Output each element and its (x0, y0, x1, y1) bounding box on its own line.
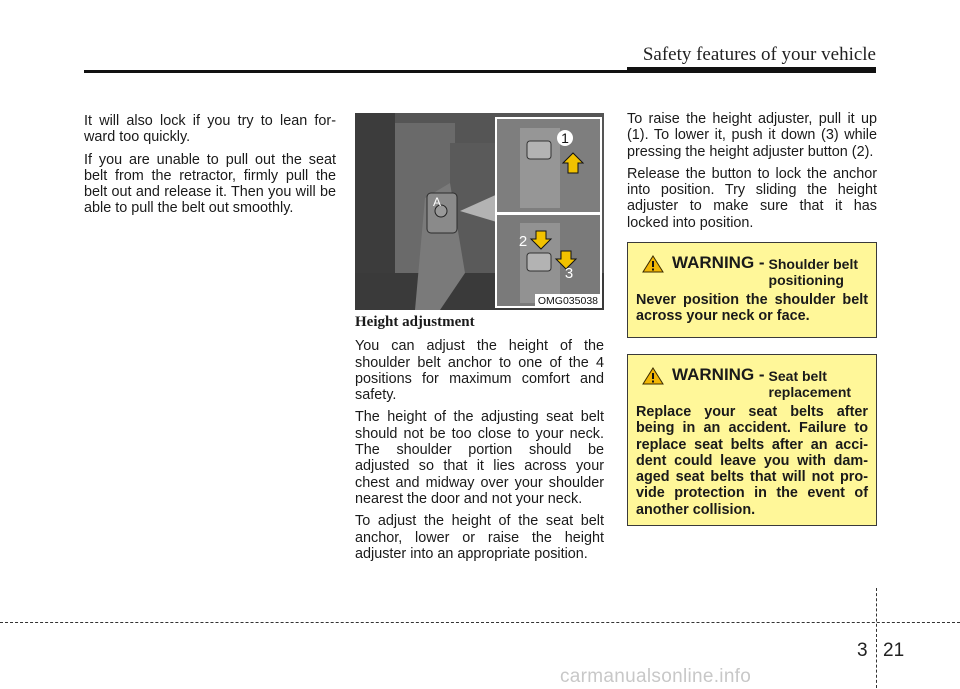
figure-label-1: 1 (561, 130, 569, 146)
footer-divider (876, 588, 877, 688)
paragraph: It will also lock if you try to lean for-ward too quickly. (84, 113, 336, 146)
page-number: 21 (883, 640, 905, 661)
section-heading: Height adjustment (355, 314, 475, 330)
paragraph: Release the button to lock the anchor into position. Try sliding the height adjuster to make sure that it has locked into position. (627, 165, 877, 231)
seat-belt-figure (355, 113, 604, 310)
watermark: carmanualsonline.info (560, 666, 752, 687)
warning-text: Never position the shoulder belt across your neck or face. (636, 292, 868, 325)
header-rule-accent (627, 67, 876, 73)
left-column (84, 113, 336, 223)
warning-label: WARNING - (672, 365, 765, 384)
figure-label-2: 2 (518, 233, 528, 250)
warning-header (642, 253, 868, 288)
middle-column (355, 314, 604, 568)
warning-topic: Seat belt replacement (768, 368, 852, 400)
footer-rule (0, 622, 960, 623)
figure-code: OMG035038 (535, 294, 601, 308)
warning-box-seat-belt-replacement (627, 354, 877, 526)
seat-belt-illustration (355, 113, 604, 310)
paragraph: To raise the height adjuster, pull it up (1). To lower it, push it down (3) while pressing the height adjuster button (2). (627, 111, 877, 160)
warning-icon (642, 367, 664, 385)
paragraph: You can adjust the height of the shoulder belt anchor to one of the 4 positions for maximum comfort and safety. (355, 338, 604, 404)
warning-text: Replace your seat belts after being in an accident. Failure to replace seat belts after an acci-dent could leave you with dam-aged seat belts that will not pro-vide protection in the event of another collision. (636, 404, 868, 518)
chapter-number: 3 (857, 640, 868, 661)
warning-icon (642, 255, 664, 273)
warning-header (642, 365, 868, 400)
warning-label: WARNING - (672, 253, 765, 272)
figure-label-a: A (432, 195, 442, 209)
warning-topic: Shoulder belt positioning (768, 256, 858, 288)
paragraph: The height of the adjusting seat belt should not be too close to your neck. The shoulder portion should be adjusted so that it lies across your chest and midway over your shoulder nearest the door and not your neck. (355, 409, 604, 507)
header-title: Safety features of your vehicle (642, 44, 876, 65)
warning-box-shoulder-belt (627, 242, 877, 338)
figure-label-3: 3 (564, 265, 574, 282)
paragraph: To adjust the height of the seat belt anchor, lower or raise the height adjuster into an appropriate position. (355, 513, 604, 562)
paragraph: If you are unable to pull out the seat belt from the retractor, firmly pull the belt out and release it. Then you will be able to pull the belt out smoothly. (84, 151, 336, 217)
right-column (627, 111, 877, 237)
